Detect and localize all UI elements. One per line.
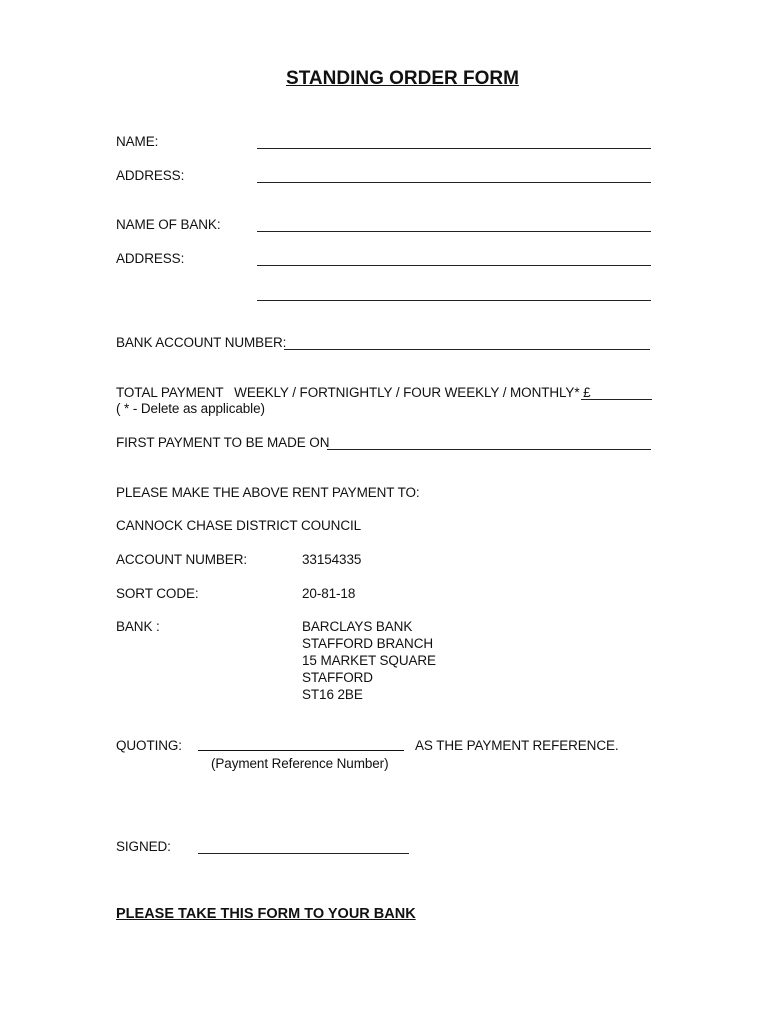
bank-name-label: NAME OF BANK: — [116, 217, 221, 232]
delete-note: ( * - Delete as applicable) — [116, 401, 265, 416]
payee-council: CANNOCK CHASE DISTRICT COUNCIL — [116, 518, 362, 533]
name-field[interactable] — [257, 148, 651, 149]
payment-instruction: PLEASE MAKE THE ABOVE RENT PAYMENT TO: — [116, 485, 420, 500]
payment-reference-caption: (Payment Reference Number) — [211, 756, 389, 771]
bank-address-line: ST16 2BE — [302, 687, 363, 702]
payee-account-number-value: 33154335 — [302, 552, 362, 567]
name-label: NAME: — [116, 134, 159, 149]
bank-address-label: ADDRESS: — [116, 251, 185, 266]
bank-address-field-1[interactable] — [257, 265, 651, 266]
bank-address-line: STAFFORD — [302, 670, 373, 685]
bank-name-field[interactable] — [257, 231, 651, 232]
quoting-suffix: AS THE PAYMENT REFERENCE. — [415, 738, 619, 753]
bank-address-line: STAFFORD BRANCH — [302, 636, 434, 651]
page-title: STANDING ORDER FORM — [286, 68, 519, 89]
signature-field[interactable] — [198, 853, 409, 854]
account-number-label: BANK ACCOUNT NUMBER: — [116, 335, 287, 350]
footer-instruction: PLEASE TAKE THIS FORM TO YOUR BANK — [116, 906, 416, 922]
payment-reference-field[interactable] — [198, 750, 404, 751]
signed-label: SIGNED: — [116, 839, 171, 854]
payee-account-number-label: ACCOUNT NUMBER: — [116, 552, 248, 567]
total-payment-label: TOTAL PAYMENT WEEKLY / FORTNIGHTLY / FOUR WEEKLY / MONTHLY* £ — [116, 385, 591, 400]
bank-label: BANK : — [116, 619, 160, 634]
total-payment-amount-field[interactable] — [581, 399, 652, 400]
account-number-field[interactable] — [284, 349, 650, 350]
quoting-label: QUOTING: — [116, 738, 182, 753]
address-label: ADDRESS: — [116, 168, 185, 183]
bank-address-field-2[interactable] — [257, 300, 651, 301]
bank-address-block — [302, 618, 436, 703]
sort-code-label: SORT CODE: — [116, 586, 199, 601]
first-payment-label: FIRST PAYMENT TO BE MADE ON — [116, 435, 330, 450]
bank-address-line: 15 MARKET SQUARE — [302, 653, 436, 668]
bank-address-line: BARCLAYS BANK — [302, 619, 413, 634]
first-payment-date-field[interactable] — [327, 449, 651, 450]
address-field[interactable] — [257, 182, 651, 183]
sort-code-value: 20-81-18 — [302, 586, 356, 601]
